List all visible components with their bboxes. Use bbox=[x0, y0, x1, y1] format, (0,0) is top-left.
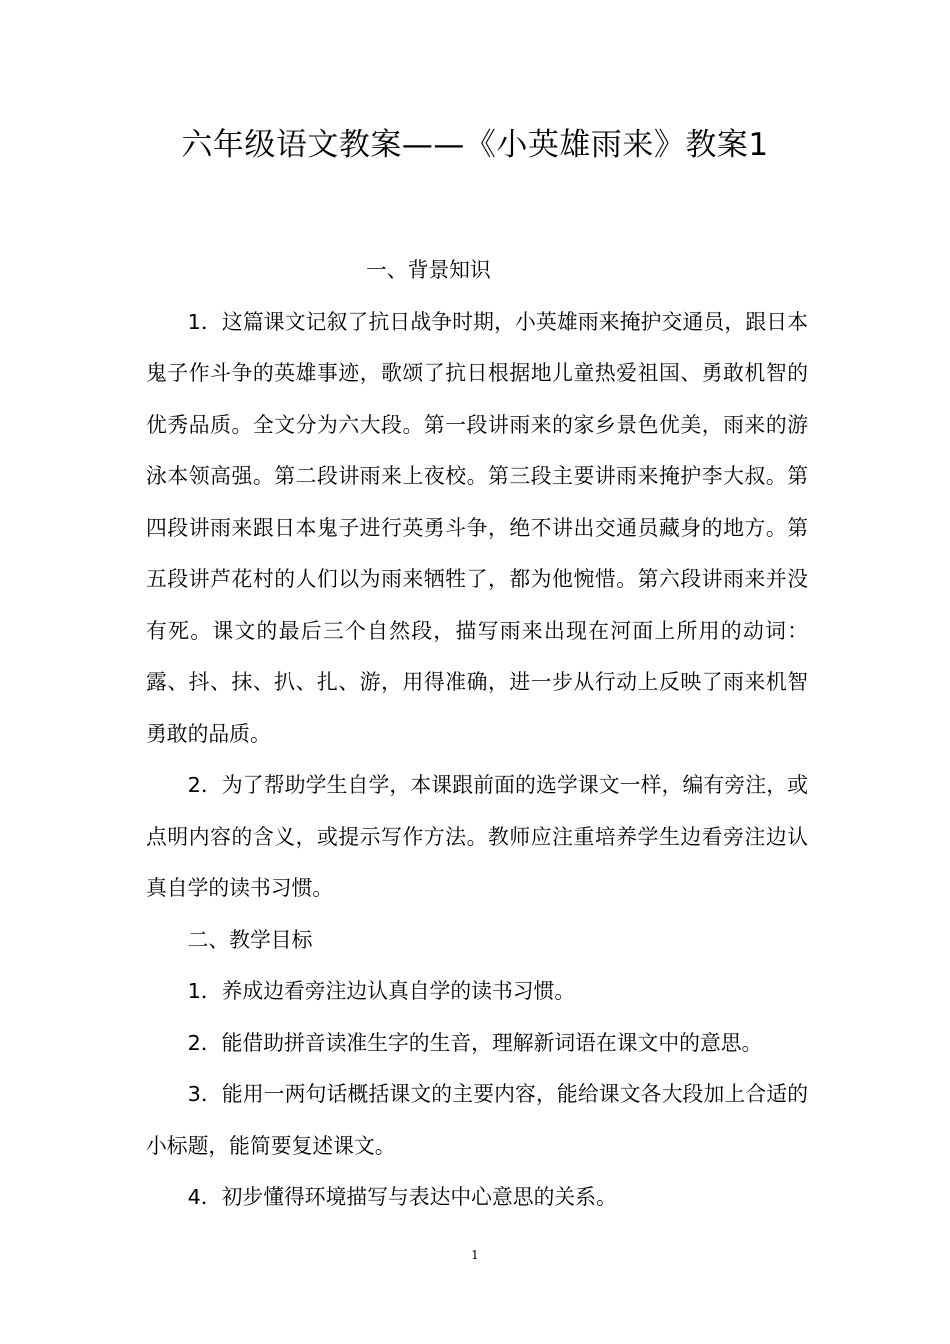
goal-item-1: 1．养成边看旁注边认真自学的读书习惯。 bbox=[187, 979, 576, 1003]
goal-item-3: 3．能用一两句话概括课文的主要内容，能给课文各大段加上合适的小标题，能简要复述课文。 bbox=[146, 1082, 808, 1158]
goal-item-2: 2．能借助拼音读准生字的生音，理解新词语在课文中的意思。 bbox=[187, 1030, 763, 1055]
section-heading-goals: 二、教学目标 bbox=[187, 927, 313, 952]
page-number: 1 bbox=[471, 1248, 479, 1262]
section-heading-background: 一、背景知识 bbox=[366, 258, 491, 282]
goal-item-4: 4．初步懂得环境描写与表达中心意思的关系。 bbox=[187, 1185, 617, 1209]
document-title: 六年级语文教案——《小英雄雨来》教案1 bbox=[181, 127, 769, 163]
background-paragraph-2: 2．为了帮助学生自学，本课跟前面的选学课文一样，编有旁注，或点明内容的含义，或提示写作方法。教师应注重培养学生边看旁注边认真自学的读书习惯。 bbox=[146, 773, 808, 900]
document-body bbox=[146, 245, 808, 1224]
background-paragraph-1: 1．这篇课文记叙了抗日战争时期，小英雄雨来掩护交通员，跟日本鬼子作斗争的英雄事迹，歌颂了抗日根据地儿童热爱祖国、勇敢机智的优秀品质。全文分为六大段。第一段讲雨来的家乡景色优美，雨来的游泳本领高强。第二段讲雨来上夜校。第三段主要讲雨来掩护李大叔。第四段讲雨来跟日本鬼子进行英勇斗争，绝不讲出交通员藏身的地方。第五段讲芦花村的人们以为雨来牺牲了，都为他惋惜。第六段讲雨来并没有死。课文的最后三个自然段，描写雨来出现在河面上所用的动词：露、抖、抹、扒、扎、游，用得准确，进一步从行动上反映了雨来机智勇敢的品质。 bbox=[146, 309, 808, 746]
